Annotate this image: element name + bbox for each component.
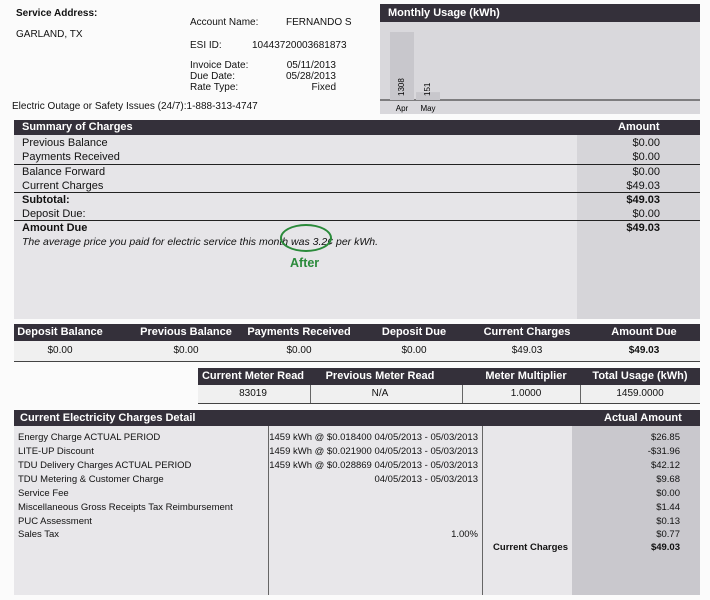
balance-header-bar	[14, 324, 700, 341]
average-price-prefix: The average price you paid for electric service this month	[22, 236, 292, 248]
meter-value-total-usage: 1459.0000	[616, 388, 664, 399]
balance-value-previous-balance: $0.00	[173, 345, 199, 356]
divider	[580, 385, 581, 403]
summary-amount-subtotal: $49.03	[626, 194, 660, 206]
service-address-label: Service Address:	[16, 8, 98, 19]
balance-value-deposit-due: $0.00	[401, 345, 427, 356]
summary-header-bar	[14, 120, 700, 135]
summary-label-previous-balance: Previous Balance	[22, 137, 108, 149]
balance-value-amount-due: $49.03	[628, 345, 660, 356]
detail-calc-tdu-delivery: 1459 kWh @ $0.028869 04/05/2013 - 05/03/2013	[269, 460, 478, 471]
divider	[14, 192, 700, 193]
summary-label-current-charges: Current Charges	[22, 180, 104, 192]
account-name-value: FERNANDO S	[286, 17, 352, 28]
detail-label-liteup-discount: LITE-UP Discount	[18, 446, 94, 457]
meter-value-previous-read: N/A	[371, 388, 389, 399]
due-date-value: 05/28/2013	[285, 71, 336, 82]
summary-label-payments-received: Payments Received	[22, 151, 120, 163]
balance-values-row	[14, 341, 700, 362]
usage-chart-title: Monthly Usage (kWh)	[380, 4, 700, 22]
divider	[14, 220, 700, 221]
esi-id-label: ESI ID:	[190, 40, 222, 51]
balance-header-deposit-due: Deposit Due	[381, 326, 447, 338]
detail-label-puc-assessment: PUC Assessment	[18, 516, 92, 527]
account-name-label: Account Name:	[190, 17, 259, 28]
detail-calc-sales-tax: 1.00%	[451, 529, 478, 540]
meter-header-total-usage: Total Usage (kWh)	[592, 370, 688, 382]
invoice-date-value: 05/11/2013	[286, 60, 336, 71]
detail-total-amount: $49.03	[650, 542, 680, 553]
annotation-circle	[280, 224, 332, 252]
usage-value-label-may: 151	[423, 82, 433, 96]
invoice-date-label: Invoice Date:	[190, 60, 249, 71]
outage-contact-line: Electric Outage or Safety Issues (24/7):1-888-313-4747	[12, 101, 258, 112]
rate-type-value: Fixed	[311, 82, 336, 93]
esi-id-value: 10443720003681873	[252, 40, 347, 51]
usage-value-label-apr: 1308	[397, 78, 407, 96]
detail-calc-liteup-discount: 1459 kWh @ $0.021900 04/05/2013 - 05/03/2013	[269, 446, 478, 457]
summary-amount-balance-forward: $0.00	[632, 166, 660, 178]
usage-chart-panel	[380, 4, 700, 114]
rate-type-label: Rate Type:	[190, 82, 239, 93]
detail-amount-puc-assessment: $0.13	[656, 516, 680, 527]
detail-calc-energy-charge: 1459 kWh @ $0.018400 04/05/2013 - 05/03/2013	[269, 432, 478, 443]
detail-calc-tdu-metering: 04/05/2013 - 05/03/2013	[374, 474, 478, 485]
detail-amount-header: Actual Amount	[604, 412, 682, 424]
detail-amount-sales-tax: $0.77	[656, 529, 680, 540]
detail-amount-tdu-delivery: $42.12	[650, 460, 680, 471]
meter-header-current-read: Current Meter Read	[201, 370, 305, 382]
detail-label-tdu-delivery: TDU Delivery Charges ACTUAL PERIOD	[18, 460, 192, 471]
average-price-value: was 3.2¢	[291, 236, 334, 248]
summary-amount-amount-due: $49.03	[626, 222, 660, 234]
summary-amount-deposit-due: $0.00	[632, 208, 660, 220]
detail-amount-tdu-metering: $9.68	[656, 474, 680, 485]
usage-tick-label-may: May	[420, 104, 436, 113]
balance-header-previous-balance: Previous Balance	[140, 326, 232, 338]
usage-tick-label-apr: Apr	[395, 104, 409, 113]
meter-header-multiplier: Meter Multiplier	[485, 370, 567, 382]
detail-amount-energy-charge: $26.85	[650, 432, 680, 443]
meter-value-multiplier: 1.0000	[510, 388, 542, 399]
meter-header-previous-read: Previous Meter Read	[325, 370, 435, 382]
summary-title: Summary of Charges	[22, 121, 133, 133]
detail-label-tdu-metering: TDU Metering & Customer Charge	[18, 474, 164, 485]
detail-title: Current Electricity Charges Detail	[20, 412, 196, 424]
divider	[310, 385, 311, 403]
detail-header-bar	[14, 410, 700, 426]
summary-label-balance-forward: Balance Forward	[22, 166, 106, 178]
meter-value-current-read: 83019	[239, 388, 267, 399]
balance-header-deposit-balance: Deposit Balance	[17, 326, 103, 338]
summary-amount-previous-balance: $0.00	[632, 137, 660, 149]
annotation-after-label: After	[290, 256, 320, 270]
summary-label-subtotal: Subtotal:	[22, 194, 70, 206]
summary-label-amount-due: Amount Due	[22, 222, 88, 234]
balance-header-amount-due: Amount Due	[611, 326, 677, 338]
summary-amount-payments-received: $0.00	[632, 151, 660, 163]
meter-header-bar	[198, 368, 700, 385]
divider	[482, 425, 483, 595]
balance-value-payments-received: $0.00	[286, 345, 312, 356]
balance-value-current-charges: $49.03	[511, 345, 543, 356]
average-price-suffix: per kWh.	[333, 236, 379, 248]
balance-header-current-charges: Current Charges	[483, 326, 571, 338]
summary-amount-header: Amount	[618, 121, 660, 133]
detail-amount-liteup-discount: -$31.96	[647, 446, 680, 457]
divider	[462, 385, 463, 403]
detail-amount-service-fee: $0.00	[656, 488, 680, 499]
summary-amount-current-charges: $49.03	[626, 180, 660, 192]
detail-total-label: Current Charges	[493, 542, 568, 553]
divider	[14, 164, 700, 165]
balance-value-deposit-balance: $0.00	[47, 345, 73, 356]
balance-header-payments-received: Payments Received	[247, 326, 351, 338]
service-city: GARLAND, TX	[16, 29, 83, 40]
meter-values-row	[198, 385, 700, 404]
detail-label-service-fee: Service Fee	[18, 488, 69, 499]
usage-chart	[380, 22, 700, 114]
due-date-label: Due Date:	[190, 71, 236, 82]
detail-amount-misc-gross-receipts: $1.44	[656, 502, 680, 513]
detail-label-energy-charge: Energy Charge ACTUAL PERIOD	[18, 432, 161, 443]
summary-label-deposit-due: Deposit Due:	[22, 208, 86, 220]
detail-label-sales-tax: Sales Tax	[18, 529, 60, 540]
detail-label-misc-gross-receipts: Miscellaneous Gross Receipts Tax Reimbursement	[18, 502, 233, 513]
